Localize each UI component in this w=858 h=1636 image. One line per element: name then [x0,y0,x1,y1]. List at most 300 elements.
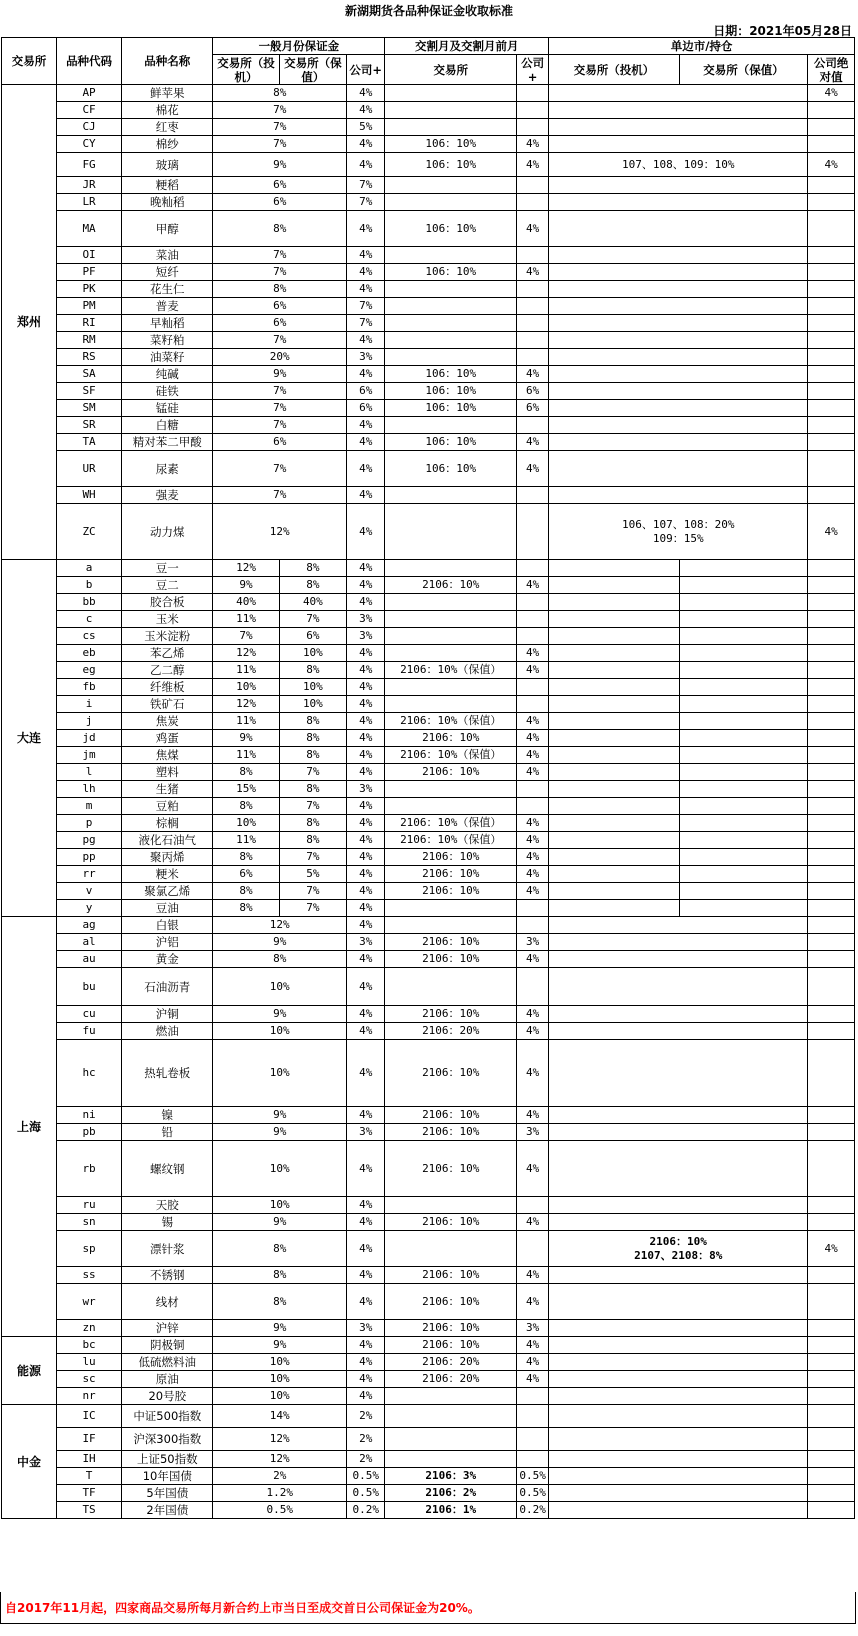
single-side-cell [549,1284,808,1320]
single-hedge-cell [679,577,808,594]
single-side-cell [549,264,808,281]
delivery-margin-cell: 2106：3% [385,1468,517,1485]
delivery-margin-cell [385,560,517,577]
company-abs-cell [808,383,855,400]
company-plus-cell: 3% [347,934,385,951]
code-cell: PM [56,298,121,315]
delivery-plus-cell: 3% [517,1124,549,1141]
company-plus-cell: 4% [347,102,385,119]
delivery-margin-cell: 106：10% [385,211,517,247]
company-plus-cell: 4% [347,1214,385,1231]
spec-margin-cell: 11% [213,747,279,764]
code-cell: IF [56,1428,121,1451]
name-cell: 纯碱 [122,366,213,383]
single-side-cell [549,451,808,487]
single-spec-cell [549,628,680,645]
name-cell: 2年国债 [122,1502,213,1519]
company-abs-cell [808,1320,855,1337]
code-cell: RI [56,315,121,332]
company-plus-cell: 4% [347,281,385,298]
company-plus-cell: 4% [347,849,385,866]
single-spec-cell [549,679,680,696]
header-delivery-plus: 公司+ [517,55,549,85]
delivery-plus-cell: 4% [517,1284,549,1320]
spec-margin-cell: 11% [213,832,279,849]
spec-margin-cell: 11% [213,662,279,679]
company-abs-cell [808,1214,855,1231]
code-cell: CY [56,136,121,153]
table-row [2,194,855,211]
table-row [2,594,855,611]
table-row [2,560,855,577]
general-margin-cell: 12% [213,504,347,560]
table-row [2,1231,855,1267]
spec-margin-cell: 11% [213,713,279,730]
company-abs-cell: 4% [808,153,855,177]
code-cell: bu [56,968,121,1006]
single-side-cell [549,504,808,560]
delivery-plus-cell: 4% [517,883,549,900]
delivery-plus-cell [517,85,549,102]
company-abs-cell [808,102,855,119]
company-abs-cell [808,366,855,383]
company-abs-cell [808,1451,855,1468]
code-cell: PF [56,264,121,281]
delivery-plus-cell [517,696,549,713]
table-row [2,1451,855,1468]
delivery-plus-cell [517,611,549,628]
single-spec-cell [549,662,680,679]
delivery-margin-cell: 106：10% [385,136,517,153]
delivery-plus-cell: 4% [517,451,549,487]
single-side-cell [549,1485,808,1502]
company-abs-cell [808,332,855,349]
company-plus-cell: 2% [347,1405,385,1428]
delivery-margin-cell: 2106：20% [385,1371,517,1388]
code-cell: SR [56,417,121,434]
delivery-margin-cell [385,487,517,504]
name-cell: 热轧卷板 [122,1040,213,1107]
exchange-cell-zz: 郑州 [2,85,57,560]
company-abs-cell [808,1006,855,1023]
hedge-margin-cell: 40% [279,594,346,611]
exchange-cell-ny: 能源 [2,1337,57,1405]
delivery-plus-cell: 4% [517,1267,549,1284]
general-margin-cell: 9% [213,1320,347,1337]
single-spec-cell [549,645,680,662]
single-spec-cell [549,764,680,781]
delivery-plus-cell [517,679,549,696]
company-plus-cell: 4% [347,1231,385,1267]
company-plus-cell: 4% [347,832,385,849]
name-cell: 10年国债 [122,1468,213,1485]
delivery-margin-cell [385,968,517,1006]
table-row [2,211,855,247]
single-side-cell [549,1468,808,1485]
company-plus-cell: 4% [347,1197,385,1214]
delivery-plus-cell [517,560,549,577]
table-row [2,866,855,883]
single-side-cell [549,434,808,451]
hedge-margin-cell: 8% [279,815,346,832]
code-cell: IC [56,1405,121,1428]
delivery-margin-cell: 106：10% [385,451,517,487]
single-hedge-cell [679,611,808,628]
code-cell: au [56,951,121,968]
delivery-plus-cell: 4% [517,1107,549,1124]
code-cell: v [56,883,121,900]
general-margin-cell: 7% [213,332,347,349]
name-cell: 鸡蛋 [122,730,213,747]
company-plus-cell: 4% [347,798,385,815]
header-delivery-month: 交割月及交割月前月 [385,38,549,55]
delivery-plus-cell: 0.5% [517,1485,549,1502]
delivery-margin-cell: 2106：10% [385,1320,517,1337]
single-hedge-cell [679,594,808,611]
delivery-margin-cell [385,645,517,662]
name-cell: 天胶 [122,1197,213,1214]
delivery-plus-cell: 4% [517,153,549,177]
single-side-cell [549,417,808,434]
company-plus-cell: 2% [347,1451,385,1468]
code-cell: rb [56,1141,121,1197]
general-margin-cell: 10% [213,1371,347,1388]
company-abs-cell [808,645,855,662]
table-row [2,1485,855,1502]
table-row [2,662,855,679]
delivery-plus-cell [517,1428,549,1451]
general-margin-cell: 2% [213,1468,347,1485]
code-cell: TF [56,1485,121,1502]
code-cell: bb [56,594,121,611]
delivery-margin-cell [385,798,517,815]
company-abs-cell [808,1388,855,1405]
single-side-cell [549,1107,808,1124]
company-abs-cell [808,1468,855,1485]
single-side-cell [549,951,808,968]
single-spec-cell [549,713,680,730]
code-cell: CF [56,102,121,119]
delivery-margin-cell [385,628,517,645]
delivery-plus-cell [517,917,549,934]
single-side-cell [549,487,808,504]
delivery-plus-cell: 4% [517,747,549,764]
code-cell: hc [56,1040,121,1107]
delivery-plus-cell: 4% [517,849,549,866]
single-side-cell [549,136,808,153]
code-cell: IH [56,1451,121,1468]
report-date: 日期：2021年05月28日 [713,24,852,38]
delivery-plus-cell: 4% [517,662,549,679]
hedge-margin-cell: 7% [279,764,346,781]
code-cell: fb [56,679,121,696]
table-row [2,1405,855,1428]
code-cell: cu [56,1006,121,1023]
single-side-cell [549,383,808,400]
table-row [2,177,855,194]
table-row [2,764,855,781]
exchange-cell-zj: 中金 [2,1405,57,1519]
single-side-cell [549,1502,808,1519]
name-cell: 螺纹钢 [122,1141,213,1197]
delivery-plus-cell: 4% [517,832,549,849]
code-cell: sn [56,1214,121,1231]
company-abs-cell [808,1354,855,1371]
hedge-margin-cell: 8% [279,747,346,764]
spec-margin-cell: 8% [213,883,279,900]
name-cell: 铁矿石 [122,696,213,713]
company-plus-cell: 4% [347,1141,385,1197]
company-abs-cell [808,349,855,366]
delivery-plus-cell [517,628,549,645]
single-spec-cell [549,730,680,747]
delivery-margin-cell: 106：10% [385,434,517,451]
hedge-margin-cell: 7% [279,900,346,917]
single-spec-cell [549,849,680,866]
code-cell: sc [56,1371,121,1388]
company-plus-cell: 4% [347,747,385,764]
company-plus-cell: 4% [347,900,385,917]
single-hedge-cell [679,798,808,815]
delivery-margin-cell [385,696,517,713]
table-row [2,281,855,298]
company-abs-cell [808,177,855,194]
spec-margin-cell: 7% [213,628,279,645]
company-plus-cell: 7% [347,298,385,315]
table-row [2,730,855,747]
delivery-margin-cell: 2106：20% [385,1023,517,1040]
delivery-margin-cell [385,1428,517,1451]
company-abs-cell [808,883,855,900]
company-plus-cell: 4% [347,85,385,102]
single-side-cell [549,1231,808,1267]
spec-margin-cell: 10% [213,679,279,696]
name-cell: 燃油 [122,1023,213,1040]
name-cell: 棉纱 [122,136,213,153]
table-row [2,264,855,281]
table-row [2,577,855,594]
single-side-cell [549,332,808,349]
company-abs-cell [808,1485,855,1502]
table-row [2,1337,855,1354]
delivery-margin-cell: 2106：10% [385,1267,517,1284]
general-margin-cell: 7% [213,451,347,487]
single-side-cell [549,1197,808,1214]
single-hedge-cell [679,832,808,849]
name-cell: 低硫燃料油 [122,1354,213,1371]
delivery-margin-cell: 2106：10% [385,849,517,866]
single-side-cell [549,917,808,934]
name-cell: 豆油 [122,900,213,917]
delivery-margin-cell: 2106：10% [385,883,517,900]
table-row [2,1197,855,1214]
company-abs-cell [808,315,855,332]
company-abs-cell [808,434,855,451]
delivery-margin-cell [385,1405,517,1428]
general-margin-cell: 7% [213,487,347,504]
delivery-margin-cell: 2106：10% [385,730,517,747]
general-margin-cell: 6% [213,315,347,332]
general-margin-cell: 10% [213,1141,347,1197]
single-spec-cell [549,815,680,832]
code-cell: TA [56,434,121,451]
company-abs-cell [808,1337,855,1354]
name-cell: 聚氯乙烯 [122,883,213,900]
header-single-hedge: 交易所（保值） [679,55,808,85]
delivery-plus-cell [517,281,549,298]
code-cell: zn [56,1320,121,1337]
single-spec-cell [549,798,680,815]
single-hedge-cell [679,747,808,764]
company-plus-cell: 4% [347,679,385,696]
company-plus-cell: 4% [347,815,385,832]
company-abs-cell [808,764,855,781]
single-side-line: 109：15% [652,531,704,545]
table-row [2,1023,855,1040]
single-side-cell [549,177,808,194]
table-row [2,628,855,645]
delivery-margin-cell: 2106：10% [385,951,517,968]
table-row [2,383,855,400]
general-margin-cell: 12% [213,1428,347,1451]
name-cell: 粳稻 [122,177,213,194]
single-side-cell [549,1267,808,1284]
delivery-margin-cell: 2106：10%（保值） [385,662,517,679]
spec-margin-cell: 12% [213,560,279,577]
single-side-cell [549,1141,808,1197]
table-row [2,1124,855,1141]
code-cell: TS [56,1502,121,1519]
company-plus-cell: 7% [347,177,385,194]
delivery-margin-cell: 106：10% [385,400,517,417]
footer-note: 自2017年11月起，四家商品交易所每月新合约上市当日至成交首日公司保证金为20%。 [0,1592,856,1624]
delivery-margin-cell [385,247,517,264]
general-margin-cell: 12% [213,917,347,934]
general-margin-cell: 6% [213,177,347,194]
single-hedge-cell [679,866,808,883]
single-spec-cell [549,832,680,849]
delivery-margin-cell: 106：10% [385,264,517,281]
table-row [2,1371,855,1388]
code-cell: UR [56,451,121,487]
header-single-spec: 交易所（投机） [549,55,680,85]
table-row [2,85,855,102]
code-cell: eb [56,645,121,662]
company-plus-cell: 4% [347,1040,385,1107]
name-cell: 花生仁 [122,281,213,298]
delivery-plus-cell [517,102,549,119]
margin-table [1,37,855,1519]
company-plus-cell: 0.2% [347,1502,385,1519]
table-row [2,1468,855,1485]
single-side-line: 107、108、109：10% [621,157,735,171]
delivery-plus-cell [517,1388,549,1405]
delivery-plus-cell: 4% [517,951,549,968]
code-cell: LR [56,194,121,211]
name-cell: 玉米 [122,611,213,628]
general-margin-cell: 9% [213,1006,347,1023]
table-row [2,611,855,628]
general-margin-cell: 9% [213,366,347,383]
company-plus-cell: 4% [347,1337,385,1354]
company-plus-cell: 6% [347,383,385,400]
general-margin-cell: 9% [213,1337,347,1354]
name-cell: 上证50指数 [122,1451,213,1468]
name-cell: 5年国债 [122,1485,213,1502]
name-cell: 早籼稻 [122,315,213,332]
header-company-plus: 公司+ [347,55,385,85]
delivery-plus-cell: 4% [517,713,549,730]
delivery-margin-cell: 106：10% [385,366,517,383]
delivery-margin-cell: 2106：20% [385,1354,517,1371]
table-row [2,1107,855,1124]
company-abs-cell [808,1040,855,1107]
delivery-plus-cell: 4% [517,1337,549,1354]
spec-margin-cell: 8% [213,798,279,815]
company-abs-cell: 4% [808,85,855,102]
hedge-margin-cell: 8% [279,662,346,679]
company-abs-cell [808,1124,855,1141]
company-abs-cell [808,611,855,628]
delivery-plus-cell: 3% [517,1320,549,1337]
name-cell: 原油 [122,1371,213,1388]
name-cell: 硅铁 [122,383,213,400]
table-row [2,917,855,934]
delivery-plus-cell: 4% [517,577,549,594]
table-row [2,332,855,349]
name-cell: 粳米 [122,866,213,883]
single-side-cell [549,934,808,951]
delivery-plus-cell [517,1451,549,1468]
company-abs-cell [808,917,855,934]
company-plus-cell: 4% [347,577,385,594]
name-cell: 纤维板 [122,679,213,696]
company-plus-cell: 4% [347,136,385,153]
general-margin-cell: 6% [213,434,347,451]
header-company-abs: 公司绝对值 [808,55,855,85]
name-cell: 白糖 [122,417,213,434]
delivery-margin-cell [385,1197,517,1214]
company-abs-cell [808,900,855,917]
company-abs-cell [808,696,855,713]
single-spec-cell [549,611,680,628]
name-cell: 豆一 [122,560,213,577]
delivery-plus-cell: 4% [517,211,549,247]
delivery-margin-cell [385,85,517,102]
general-margin-cell: 7% [213,102,347,119]
delivery-plus-cell [517,1197,549,1214]
company-abs-cell [808,1502,855,1519]
delivery-margin-cell [385,298,517,315]
single-side-cell [549,102,808,119]
company-plus-cell: 4% [347,883,385,900]
single-hedge-cell [679,764,808,781]
company-plus-cell: 4% [347,968,385,1006]
company-plus-cell: 4% [347,1371,385,1388]
name-cell: 乙二醇 [122,662,213,679]
company-abs-cell [808,451,855,487]
header-code: 品种代码 [56,38,121,85]
single-side-cell [549,1214,808,1231]
table-row [2,153,855,177]
name-cell: 油菜籽 [122,349,213,366]
delivery-plus-cell [517,177,549,194]
delivery-plus-cell [517,417,549,434]
code-cell: ag [56,917,121,934]
hedge-margin-cell: 10% [279,696,346,713]
delivery-margin-cell [385,349,517,366]
single-hedge-cell [679,645,808,662]
